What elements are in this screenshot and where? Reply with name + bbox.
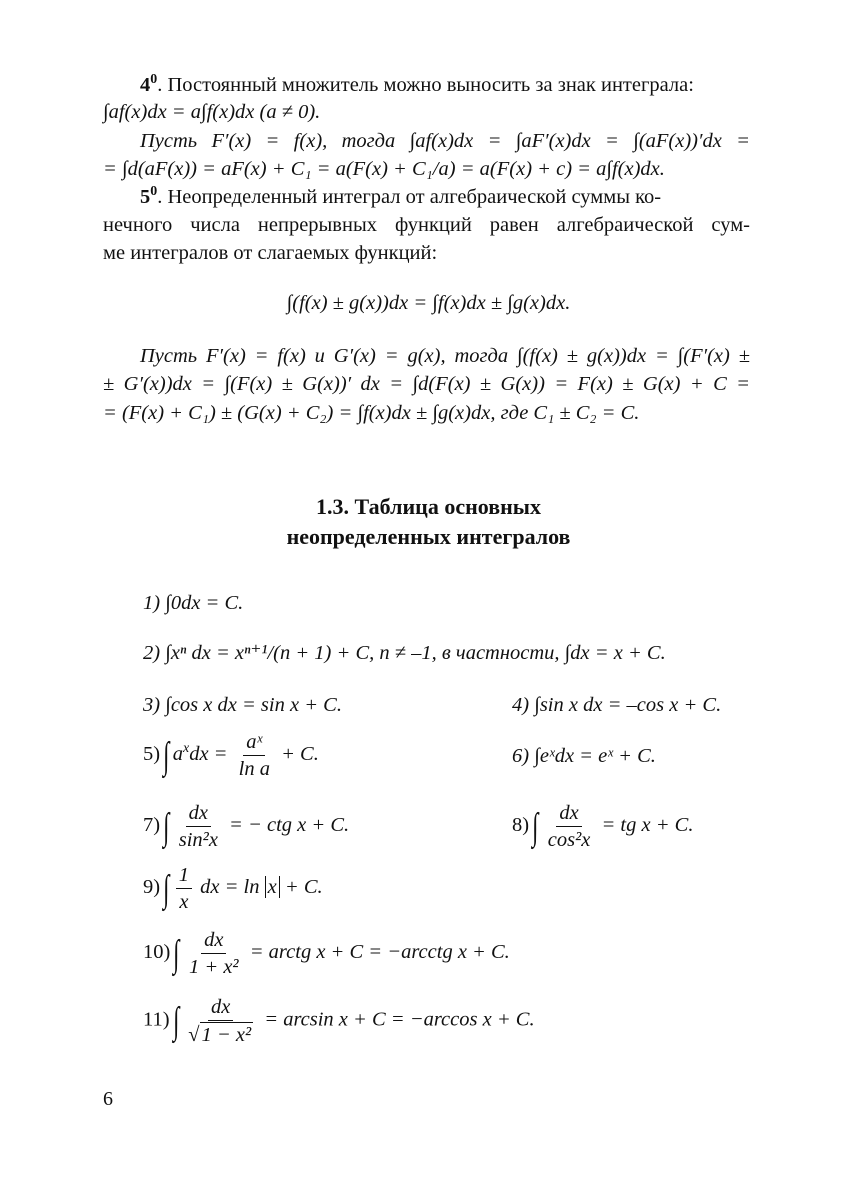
section-title-line1: 1.3. Таблица основных	[316, 494, 541, 519]
integral-9-abs-value: x	[265, 876, 280, 898]
integral-9-denominator: x	[179, 891, 189, 913]
integral-3: 3) ∫cos x dx = sin x + C.	[143, 694, 342, 716]
prop5-degree: 0	[150, 184, 158, 200]
integral-11-fraction	[185, 995, 256, 1047]
integral-11-radicand: 1 − x²	[201, 1024, 252, 1046]
integral-7-numerator: dx	[186, 801, 211, 827]
integral-9-numerator: 1	[176, 863, 192, 889]
prop4-proof-line1: Пусть F′(x) = f(x), тогда ∫af(x)dx = ∫aF′(x)dx = ∫(aF(x))′dx =	[140, 130, 750, 152]
integral-5-label: 5)	[143, 743, 161, 766]
prop4-proof-line2: = ∫d(aF(x)) = aF(x) + C₁ = a(F(x) + C₁/a) = a(F(x) + c) = a∫f(x)dx.	[103, 158, 665, 180]
prop5-proof-line1: Пусть F′(x) = f(x) и G′(x) = g(x), тогда ∫(f(x) ± g(x))dx = ∫(F′(x) ±	[140, 345, 750, 367]
prop5-number: 5	[140, 186, 151, 208]
integral-sign-icon: ∫	[173, 932, 180, 975]
integral-8-denominator: cos²x	[547, 829, 591, 851]
integral-sign-icon: ∫	[163, 867, 170, 910]
integral-5	[143, 730, 319, 781]
integral-10-label: 10)	[143, 941, 171, 964]
integral-sign-icon: ∫	[163, 805, 170, 848]
integral-9-fraction	[176, 863, 192, 914]
integral-5-fraction	[236, 730, 273, 781]
integral-10-fraction	[186, 928, 242, 979]
prop4-degree: 0	[150, 72, 158, 88]
integral-7-label: 7)	[143, 814, 161, 837]
integral-1: 1) ∫0dx = C.	[143, 592, 244, 614]
integral-11-denominator	[185, 1021, 256, 1047]
integral-sign-icon: ∫	[172, 1000, 180, 1042]
integral-10-denominator: 1 + x²	[189, 956, 239, 978]
integral-9-rest: dx = ln	[200, 876, 260, 899]
integral-sign-icon: ∫	[163, 734, 170, 777]
integral-10-rest: = arctg x + C = −arcctg x + C.	[249, 941, 510, 964]
integral-8-rest: = tg x + C.	[601, 814, 694, 837]
integral-8-fraction	[545, 801, 594, 852]
prop4-number: 4	[140, 74, 151, 96]
integral-4: 4) ∫sin x dx = –cos x + C.	[512, 694, 722, 716]
prop5-text-line2: нечного числа непрерывных функций равен алгебраической сум-	[103, 214, 750, 236]
page-number: 6	[103, 1088, 113, 1110]
prop4-heading-line	[140, 73, 750, 97]
integral-5-denominator: ln a	[238, 758, 270, 780]
prop5-heading-line	[140, 185, 750, 209]
prop4-text: . Постоянный множитель можно выносить за знак интеграла:	[157, 74, 694, 96]
integral-7-fraction	[176, 801, 221, 852]
integral-10	[143, 928, 510, 979]
integral-10-numerator: dx	[201, 928, 226, 954]
integral-8-label: 8)	[512, 814, 530, 837]
integral-6: 6) ∫eˣdx = eˣ + C.	[512, 745, 656, 767]
section-title-line2: неопределенных интегралов	[286, 524, 571, 549]
prop5-proof-line2: ± G′(x))dx = ∫(F(x) ± G(x))′ dx = ∫d(F(x) ± G(x)) = F(x) ± G(x) + C =	[103, 373, 750, 395]
integral-11-label: 11)	[143, 1008, 170, 1031]
integral-5-numerator: aˣ	[243, 730, 265, 756]
prop5-text-line3: ме интегралов от слагаемых функций:	[103, 242, 438, 264]
integral-11-rest: = arcsin x + C = −arccos x + C.	[264, 1008, 535, 1031]
integral-9-tail: + C.	[284, 876, 323, 899]
integral-9	[143, 863, 323, 914]
integral-7-rest: = − ctg x + C.	[229, 814, 350, 837]
prop4-formula: ∫af(x)dx = a∫f(x)dx (a ≠ 0).	[103, 101, 321, 123]
integral-sign-icon: ∫	[532, 805, 539, 848]
integral-5-integrand: $a^xdx$ =	[172, 741, 228, 766]
integral-11-numerator: dx	[208, 995, 233, 1021]
prop5-proof-line3: = (F(x) + C₁) ± (G(x) + C₂) = ∫f(x)dx ± ∫g(x)dx, где C₁ ± C₂ = C.	[103, 402, 640, 424]
square-root-icon: √1 − x²	[188, 1024, 252, 1046]
integral-7	[143, 801, 349, 852]
prop5-formula: ∫(f(x) ± g(x))dx = ∫f(x)dx ± ∫g(x)dx.	[286, 292, 571, 314]
integral-9-label: 9)	[143, 876, 161, 899]
integral-8-numerator: dx	[556, 801, 581, 827]
integral-5-rest: + C.	[281, 743, 319, 766]
integral-2: 2) ∫xⁿ dx = xⁿ⁺¹/(n + 1) + C, n ≠ –1, в частности, ∫dx = x + C.	[143, 642, 666, 664]
integral-8	[512, 801, 693, 852]
prop5-text: . Неопределенный интеграл от алгебраической суммы ко-	[157, 186, 662, 208]
integral-7-denominator: sin²x	[178, 829, 218, 851]
integral-11	[143, 995, 535, 1047]
